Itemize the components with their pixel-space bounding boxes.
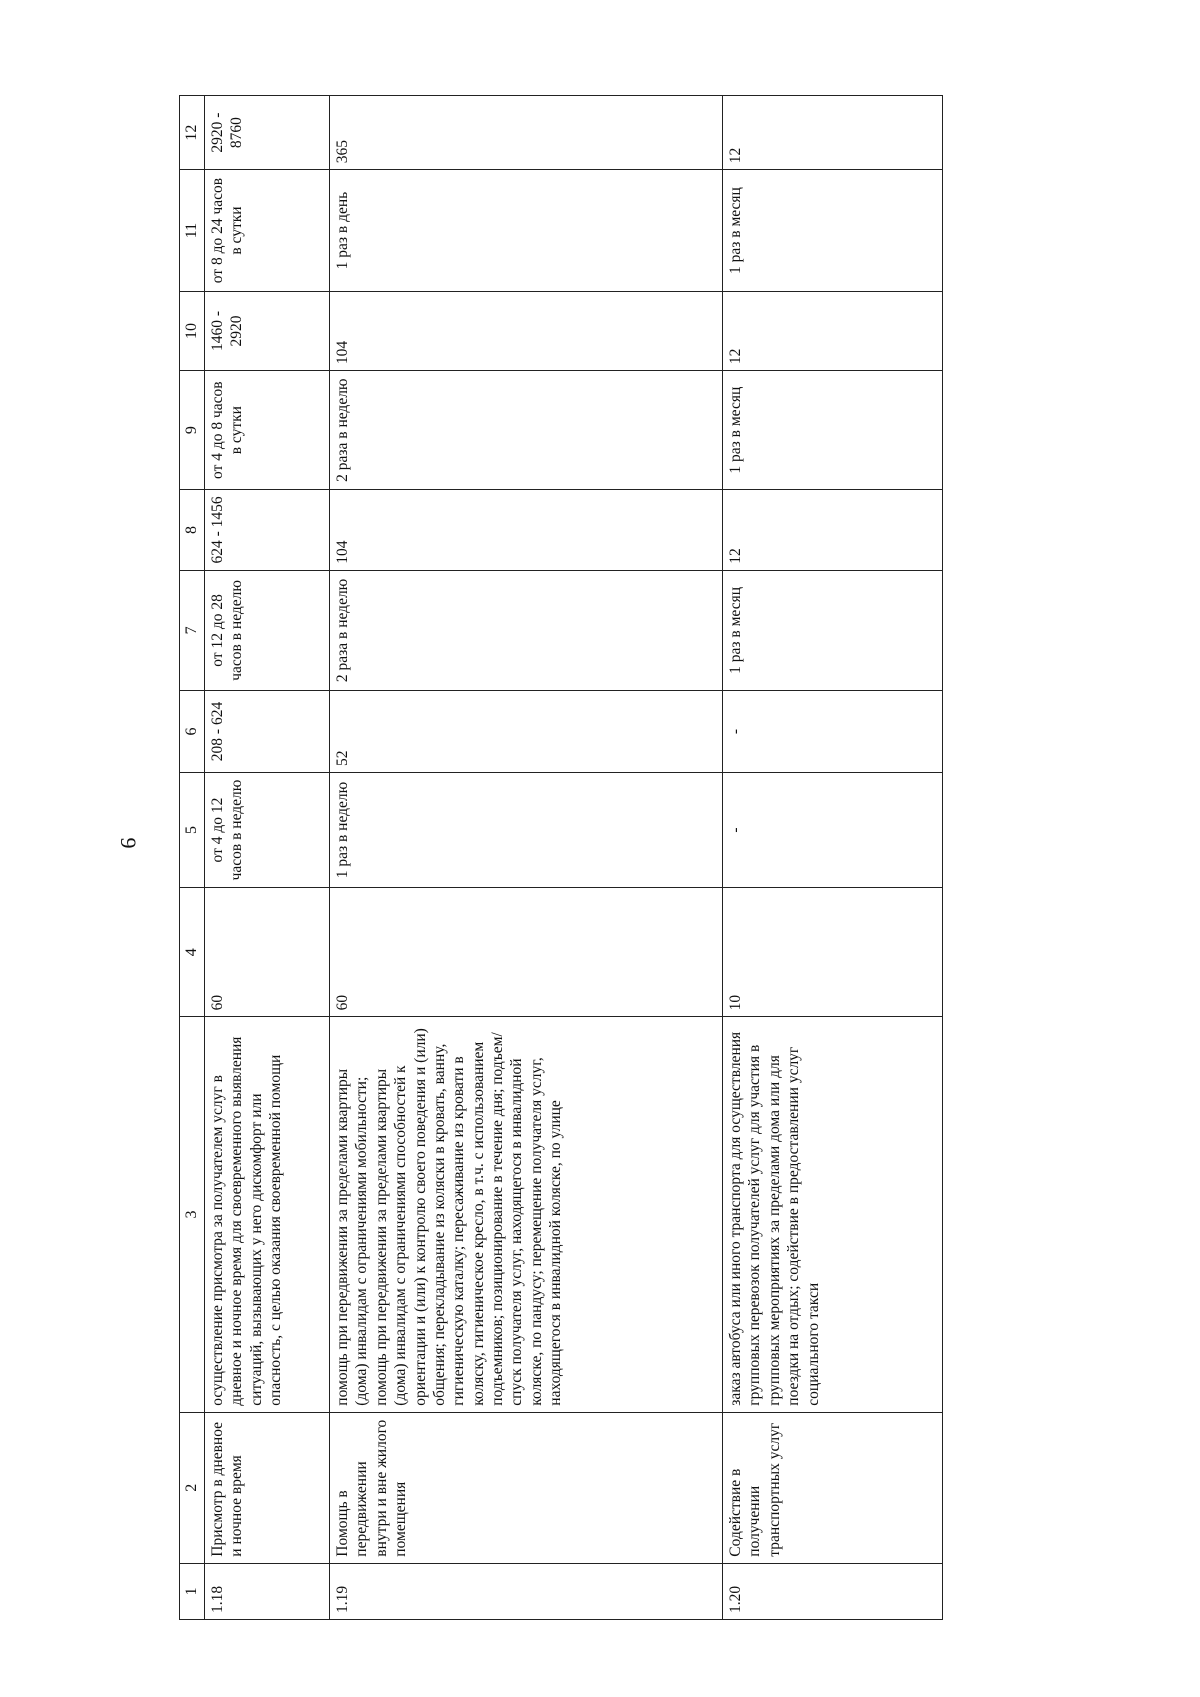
cell-col-10: 104	[330, 291, 723, 370]
cell-col-11: от 8 до 24 часов в сутки	[205, 170, 330, 292]
row-number: 1.20	[723, 1563, 943, 1619]
header-cell-5: 5	[180, 772, 205, 887]
cell-col-9: 1 раз в месяц	[723, 371, 943, 490]
header-cell-12: 12	[180, 96, 205, 170]
row-number: 1.18	[205, 1563, 330, 1619]
cell-col-6: -	[723, 691, 943, 773]
cell-col-10: 12	[723, 291, 943, 370]
rotated-table-container	[179, 95, 939, 1620]
cell-col-6: 208 - 624	[205, 691, 330, 773]
cell-col-4: 10	[723, 888, 943, 1017]
cell-col-7: от 12 до 28 часов в неделю	[205, 570, 330, 690]
header-row	[180, 96, 205, 1620]
table-row	[205, 96, 330, 1620]
cell-col-9: от 4 до 8 часов в сутки	[205, 371, 330, 490]
header-cell-3: 3	[180, 1017, 205, 1412]
cell-col-12: 12	[723, 96, 943, 170]
cell-col-10: 1460 - 2920	[205, 291, 330, 370]
cell-col-8: 12	[723, 490, 943, 571]
cell-col-11: 1 раз в месяц	[723, 170, 943, 292]
page-number: 9	[116, 837, 141, 849]
cell-col-5: от 4 до 12 часов в неделю	[205, 772, 330, 887]
cell-col-6: 52	[330, 691, 723, 773]
cell-col-4: 60	[205, 888, 330, 1017]
cell-col-9: 2 раза в неделю	[330, 371, 723, 490]
header-cell-6: 6	[180, 691, 205, 773]
table-row	[723, 96, 943, 1620]
service-description: заказ автобуса или иного транспорта для осуществления групповых перевозок получателей услуг для участия в групповых мероприятиях за пределами дома или для поездки на отдых; содействие в предоставлении услуг социального такси	[723, 1017, 943, 1412]
header-cell-10: 10	[180, 291, 205, 370]
row-number: 1.19	[330, 1563, 723, 1619]
header-cell-8: 8	[180, 490, 205, 571]
header-cell-2: 2	[180, 1412, 205, 1563]
cell-col-12: 365	[330, 96, 723, 170]
table-row	[330, 96, 723, 1620]
cell-col-8: 624 - 1456	[205, 490, 330, 571]
cell-col-4: 60	[330, 888, 723, 1017]
cell-col-8: 104	[330, 490, 723, 571]
cell-col-7: 2 раза в неделю	[330, 570, 723, 690]
cell-col-5: -	[723, 772, 943, 887]
service-name: Помощь в передвижении внутри и вне жилого помещения	[330, 1412, 723, 1563]
service-description: осуществление присмотра за получателем услуг в дневное и ночное время для своевременного выявления ситуаций, вызывающих у него дискомфорт или опасность, с целью оказания своевременной помощи	[205, 1017, 330, 1412]
header-cell-7: 7	[180, 570, 205, 690]
service-name: Содействие в получении транспортных услуг	[723, 1412, 943, 1563]
cell-col-7: 1 раз в месяц	[723, 570, 943, 690]
header-cell-1: 1	[180, 1563, 205, 1619]
cell-col-5: 1 раз в неделю	[330, 772, 723, 887]
header-cell-4: 4	[180, 888, 205, 1017]
cell-col-11: 1 раз в день	[330, 170, 723, 292]
header-cell-11: 11	[180, 170, 205, 292]
service-description: помощь при передвижении за пределами квартиры (дома) инвалидам с ограничениями мобильности; помощь при передвижении за пределами квартиры (дома) инвалидам с ограничениями способностей к ориентации и (или) к контролю своего поведения и (или) общения; перекладывание из коляски в кровать, ванну, гигиеническую каталку; пересаживание из кровати в коляску, гигиеническое кресло, в т.ч. с использованием подъемников; позиционирование в течение дня; подъем/спуск получателя услуг, находящегося в инвалидной коляске, по пандусу; перемещение получателя услуг, находящегося в инвалидной коляске, по улице	[330, 1017, 723, 1412]
cell-col-12: 2920 - 8760	[205, 96, 330, 170]
services-table	[179, 95, 943, 1620]
header-cell-9: 9	[180, 371, 205, 490]
service-name: Присмотр в дневное и ночное время	[205, 1412, 330, 1563]
